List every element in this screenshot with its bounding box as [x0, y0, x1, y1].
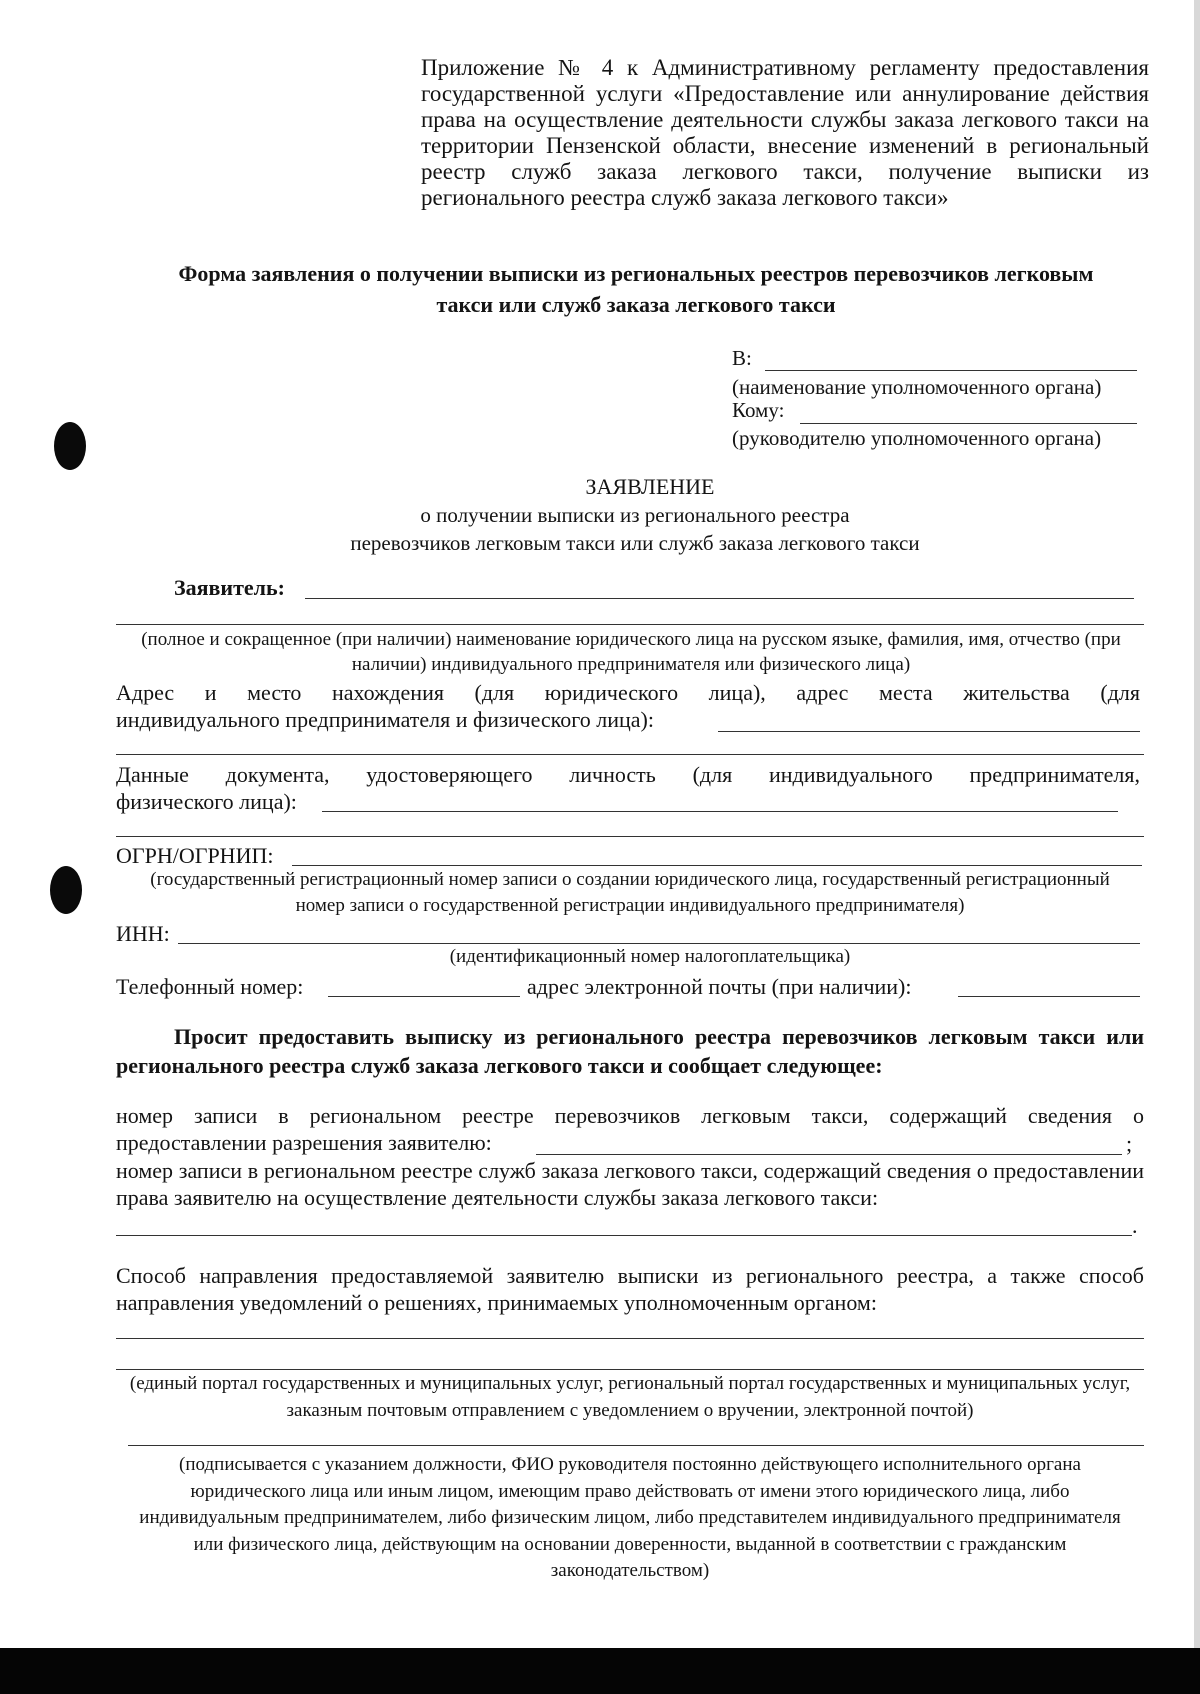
phone-label: Телефонный номер:	[116, 974, 304, 999]
address-line-1: Адрес и место нахождения (для юридического лица), адрес места жительства (для	[116, 680, 1140, 705]
punch-hole-top	[54, 422, 86, 470]
service-record-text: номер записи в региональном реестре служб заказа легкового такси, содержащий сведения о предоставлении права заявителю на осуществление деятельности службы заказа легкового такси:	[116, 1158, 1144, 1210]
statement-subtitle-1: о получении выписки из регионального реестра	[420, 503, 850, 527]
address-line-2: индивидуального предпринимателя и физического лица):	[116, 707, 654, 732]
address-field[interactable]	[718, 731, 1140, 732]
form-title	[116, 258, 1156, 320]
id-document-field-2[interactable]	[116, 836, 1144, 837]
carrier-record-field[interactable]	[536, 1154, 1122, 1155]
form-title-line2: такси или служб заказа легкового такси	[436, 292, 836, 317]
addressee-to-label: В:	[732, 346, 752, 370]
address-field-2[interactable]	[116, 754, 1144, 755]
service-record-end: .	[1132, 1213, 1138, 1238]
inn-hint: (идентификационный номер налогоплательщика)	[449, 946, 851, 967]
carrier-record-end: ;	[1126, 1131, 1133, 1156]
applicant-field[interactable]	[305, 598, 1134, 599]
delivery-field[interactable]	[116, 1338, 1144, 1339]
ogrn-field[interactable]	[292, 865, 1142, 866]
scan-bottom-edge	[0, 1648, 1200, 1694]
ogrn-hint: (государственный регистрационный номер записи о создании юридического лица, государственный регистрационный номер записи о государственной регистрации индивидуального предпринимателя)	[150, 869, 1110, 916]
email-label: адрес электронной почты (при наличии):	[527, 974, 912, 999]
appendix-note: Приложение № 4 к Административному регламенту предоставления государственной услуги «Предоставление или аннулирование действия права на осуществление деятельности службы заказа легкового такси на территории Пензенской области, внесение изменений в региональный реестр служб заказа легкового такси, получение выписки из регионального реестра служб заказа легкового такси»	[421, 55, 1149, 210]
service-record-field[interactable]	[116, 1235, 1132, 1236]
signature-field[interactable]	[128, 1445, 1144, 1446]
inn-label: ИНН:	[116, 921, 170, 946]
id-document-line-2: физического лица):	[116, 789, 297, 814]
applicant-hint: (полное и сокращенное (при наличии) наименование юридического лица на русском языке, фамилия, имя, отчество (при наличии) индивидуального предпринимателя или физического лица)	[141, 629, 1121, 675]
ogrn-label: ОГРН/ОГРНИП:	[116, 843, 274, 868]
delivery-text: Способ направления предоставляемой заявителю выписки из регионального реестра, а также способ направления уведомлений о решениях, принимаемых уполномоченным органом:	[116, 1263, 1144, 1315]
addressee-whom-label: Кому:	[732, 398, 785, 422]
statement-title: ЗАЯВЛЕНИЕ	[585, 474, 715, 499]
statement-subtitle-2: перевозчиков легковым такси или служб заказа легкового такси	[350, 531, 920, 555]
email-field[interactable]	[958, 996, 1140, 997]
applicant-field-2[interactable]	[116, 624, 1144, 625]
addressee-whom-hint: (руководителю уполномоченного органа)	[732, 426, 1102, 450]
id-document-field[interactable]	[322, 811, 1118, 812]
scan-edge	[1194, 0, 1200, 1694]
delivery-hint: (единый портал государственных и муниципальных услуг, региональный портал государственных и муниципальных услуг, заказным почтовым отправлением с уведомлением о вручении, электронной почтой)	[129, 1373, 1131, 1421]
phone-field[interactable]	[328, 996, 520, 997]
punch-hole-bottom	[50, 866, 82, 914]
applicant-label: Заявитель:	[174, 575, 285, 600]
form-title-line1: Форма заявления о получении выписки из региональных реестров перевозчиков легковым	[178, 261, 1094, 286]
addressee-whom-field[interactable]	[800, 423, 1137, 424]
addressee-to-field[interactable]	[765, 370, 1137, 371]
id-document-line-1: Данные документа, удостоверяющего личность (для индивидуального предпринимателя,	[116, 762, 1140, 787]
signature-hint: (подписывается с указанием должности, ФИО руководителя постоянно действующего исполнительного органа юридического лица или иным лицом, имеющим право действовать от имени этого юридического лица, либо индивидуальным предпринимателем, либо физическим лицом, либо представителем индивидуального предпринимателя или физического лица, действующим на основании доверенности, выданной в соответствии с гражданским законодательством)	[139, 1454, 1121, 1581]
carrier-record-text: номер записи в региональном реестре перевозчиков легковым такси, содержащий сведения о предоставлении разрешения заявителю:	[116, 1103, 1144, 1155]
addressee-to-hint: (наименование уполномоченного органа)	[732, 375, 1102, 399]
request-text: Просит предоставить выписку из регионального реестра перевозчиков легковым такси или регионального реестра служб заказа легкового такси и сообщает следующее:	[116, 1024, 1144, 1078]
